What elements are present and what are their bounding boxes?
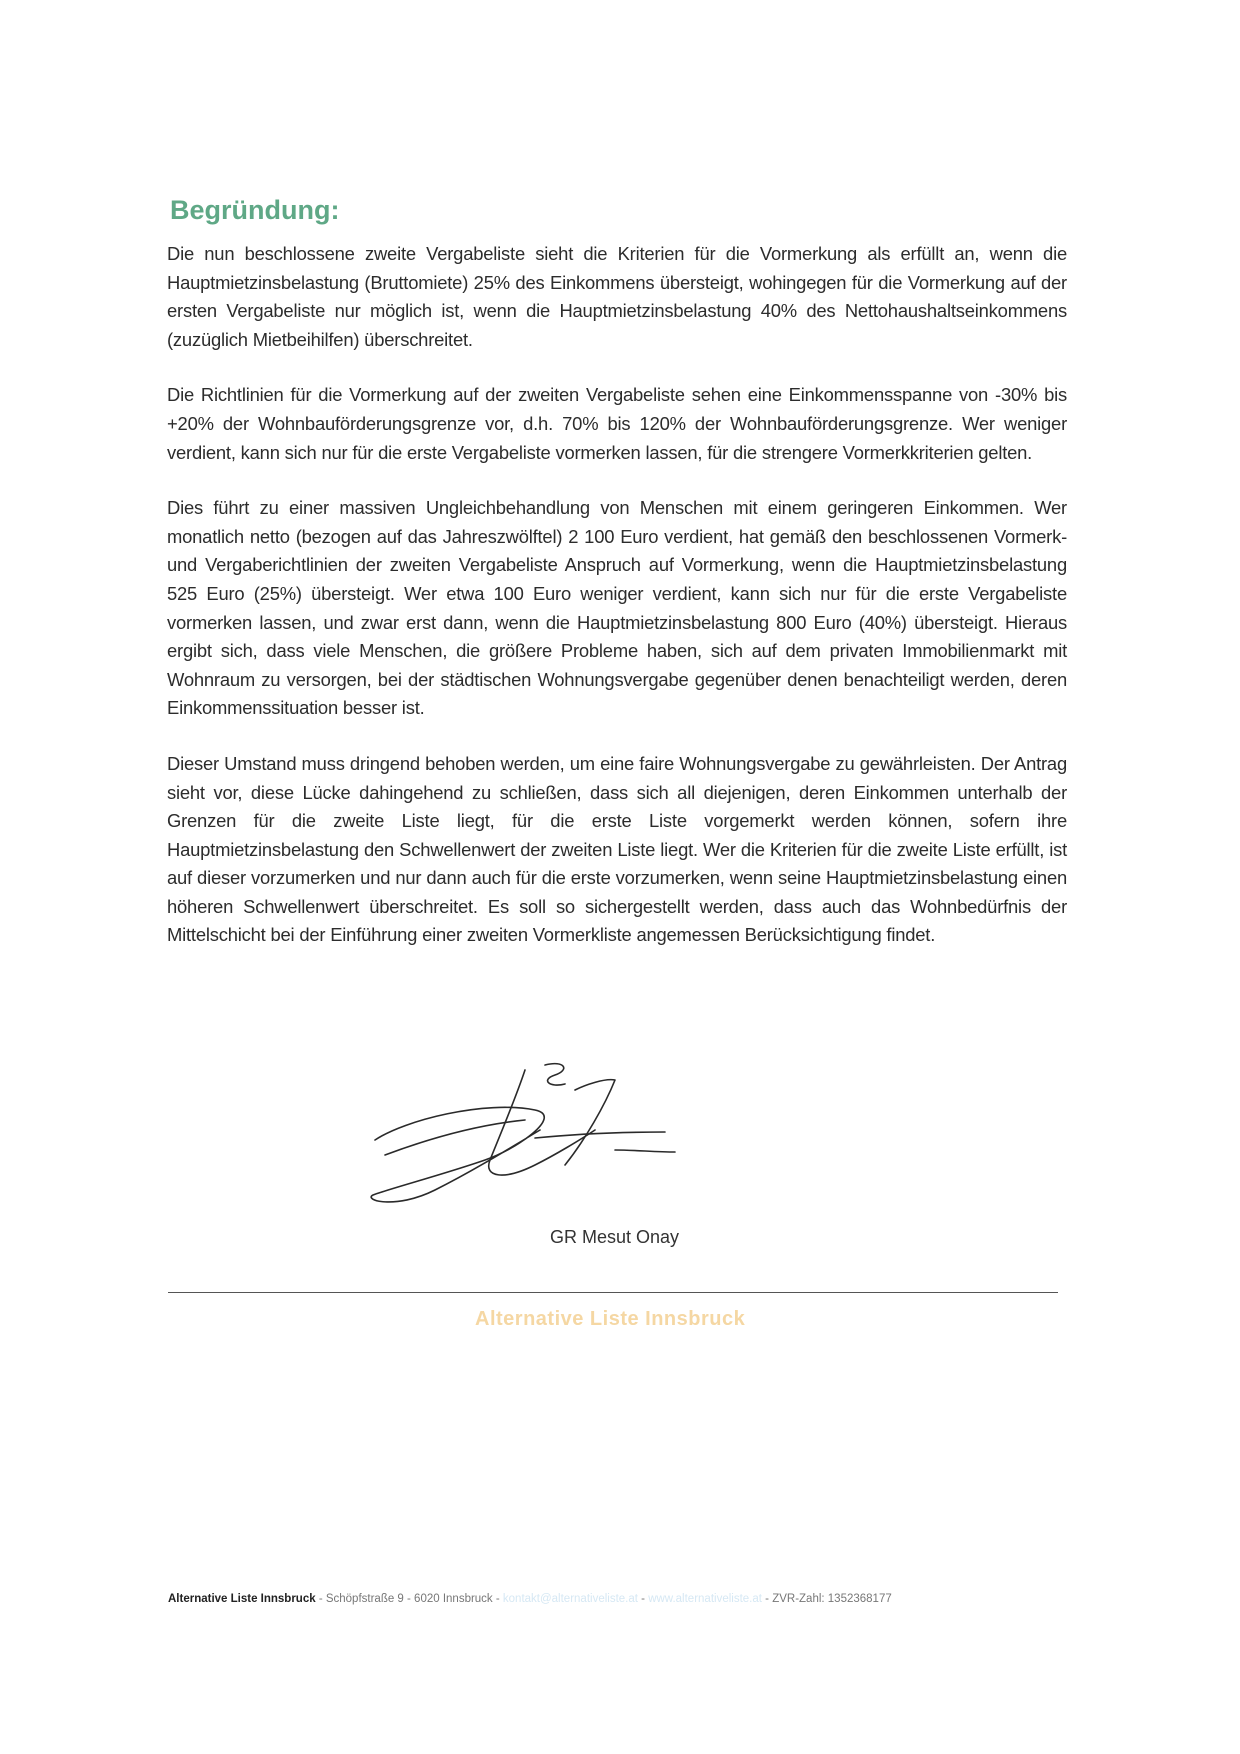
paragraph: Die Richtlinien für die Vormerkung auf der zweiten Vergabeliste sehen eine Einkommensspanne von -30% bis +20% der Wohnbauförderungsgrenze vor, d.h. 70% bis 120% der Wohnbauförderungsgrenze. Wer weniger verdient, kann sich nur für die erste Vergabeliste vormerken lassen, für die strengere Vormerkkriterien gelten. (167, 384, 1067, 463)
footer (168, 1593, 892, 1605)
paragraph: Dieser Umstand muss dringend behoben werden, um eine faire Wohnungsvergabe zu gewährleisten. Der Antrag sieht vor, diese Lücke dahingehend zu schließen, dass sich all diejenigen, deren Einkommen unterhalb der Grenzen für die zweite Liste liegt, für die erste Liste vorgemerkt werden können, sofern ihre Hauptmietzinsbelastung den Schwellenwert der zweiten Liste liegt. Wer die Kriterien für die zweite Liste erfüllt, ist auf dieser vorzumerken und nur dann auch für die erste vorzumerken, wenn seine Hauptmietzinsbelastung einen höheren Schwellenwert überschreitet. Es soll so sichergestellt werden, dass auch das Wohnbedürfnis der Mittelschicht bei der Einführung einer zweiten Vormerkliste angemessen Berücksichtigung findet. (167, 752, 1067, 946)
paragraph: Dies führt zu einer massiven Ungleichbehandlung von Menschen mit einem geringeren Einkommen. Wer monatlich netto (bezogen auf das Jahreszwölftel) 2 100 Euro verdient, hat gemäß den beschlossenen Vormerk- und Vergaberichtlinien der zweiten Vergabeliste Anspruch auf Vormerkung, wenn die Hauptmietzinsbelastung 525 Euro (25%) übersteigt. Wer etwa 100 Euro weniger verdient, kann sich nur für die erste Vergabeliste vormerken lassen, und zwar erst dann, wenn die Hauptmietzinsbelastung 800 Euro (40%) übersteigt. Hieraus ergibt sich, dass viele Menschen, die größere Probleme haben, sich auf dem privaten Immobilienmarkt mit Wohnraum zu versorgen, bei der städtischen Wohnungsvergabe gegenüber denen benachteiligt werden, deren Einkommenssituation besser ist. (167, 497, 1067, 719)
footer-separator: - (637, 1593, 649, 1605)
footer-email[interactable]: kontakt@alternativeliste.at (502, 1593, 638, 1605)
footer-zvr: - ZVR-Zahl: 1352368177 (761, 1593, 892, 1605)
divider (168, 1292, 1058, 1293)
footer-address: - Schöpfstraße 9 - 6020 Innsbruck - (315, 1593, 503, 1605)
paragraph: Die nun beschlossene zweite Vergabeliste sieht die Kriterien für die Vormerkung als erfüllt an, wenn die Hauptmietzinsbelastung (Bruttomiete) 25% des Einkommens übersteigt, wohingegen für die Vormerkung auf der ersten Vergabeliste nur möglich ist, wenn die Hauptmietzinsbelastung 40% des Nettohaushaltseinkommens (zuzüglich Mietbeihilfen) überschreitet. (167, 243, 1067, 350)
body-text (167, 240, 1067, 977)
footer-website[interactable]: www.alternativeliste.at (648, 1593, 762, 1605)
logo-text: Alternative Liste Innsbruck (475, 1308, 746, 1330)
signer-name: GR Mesut Onay (550, 1227, 680, 1247)
section-heading: Begründung: (170, 195, 340, 225)
footer-org: Alternative Liste Innsbruck (168, 1593, 316, 1605)
handwritten-signature (365, 1060, 745, 1220)
